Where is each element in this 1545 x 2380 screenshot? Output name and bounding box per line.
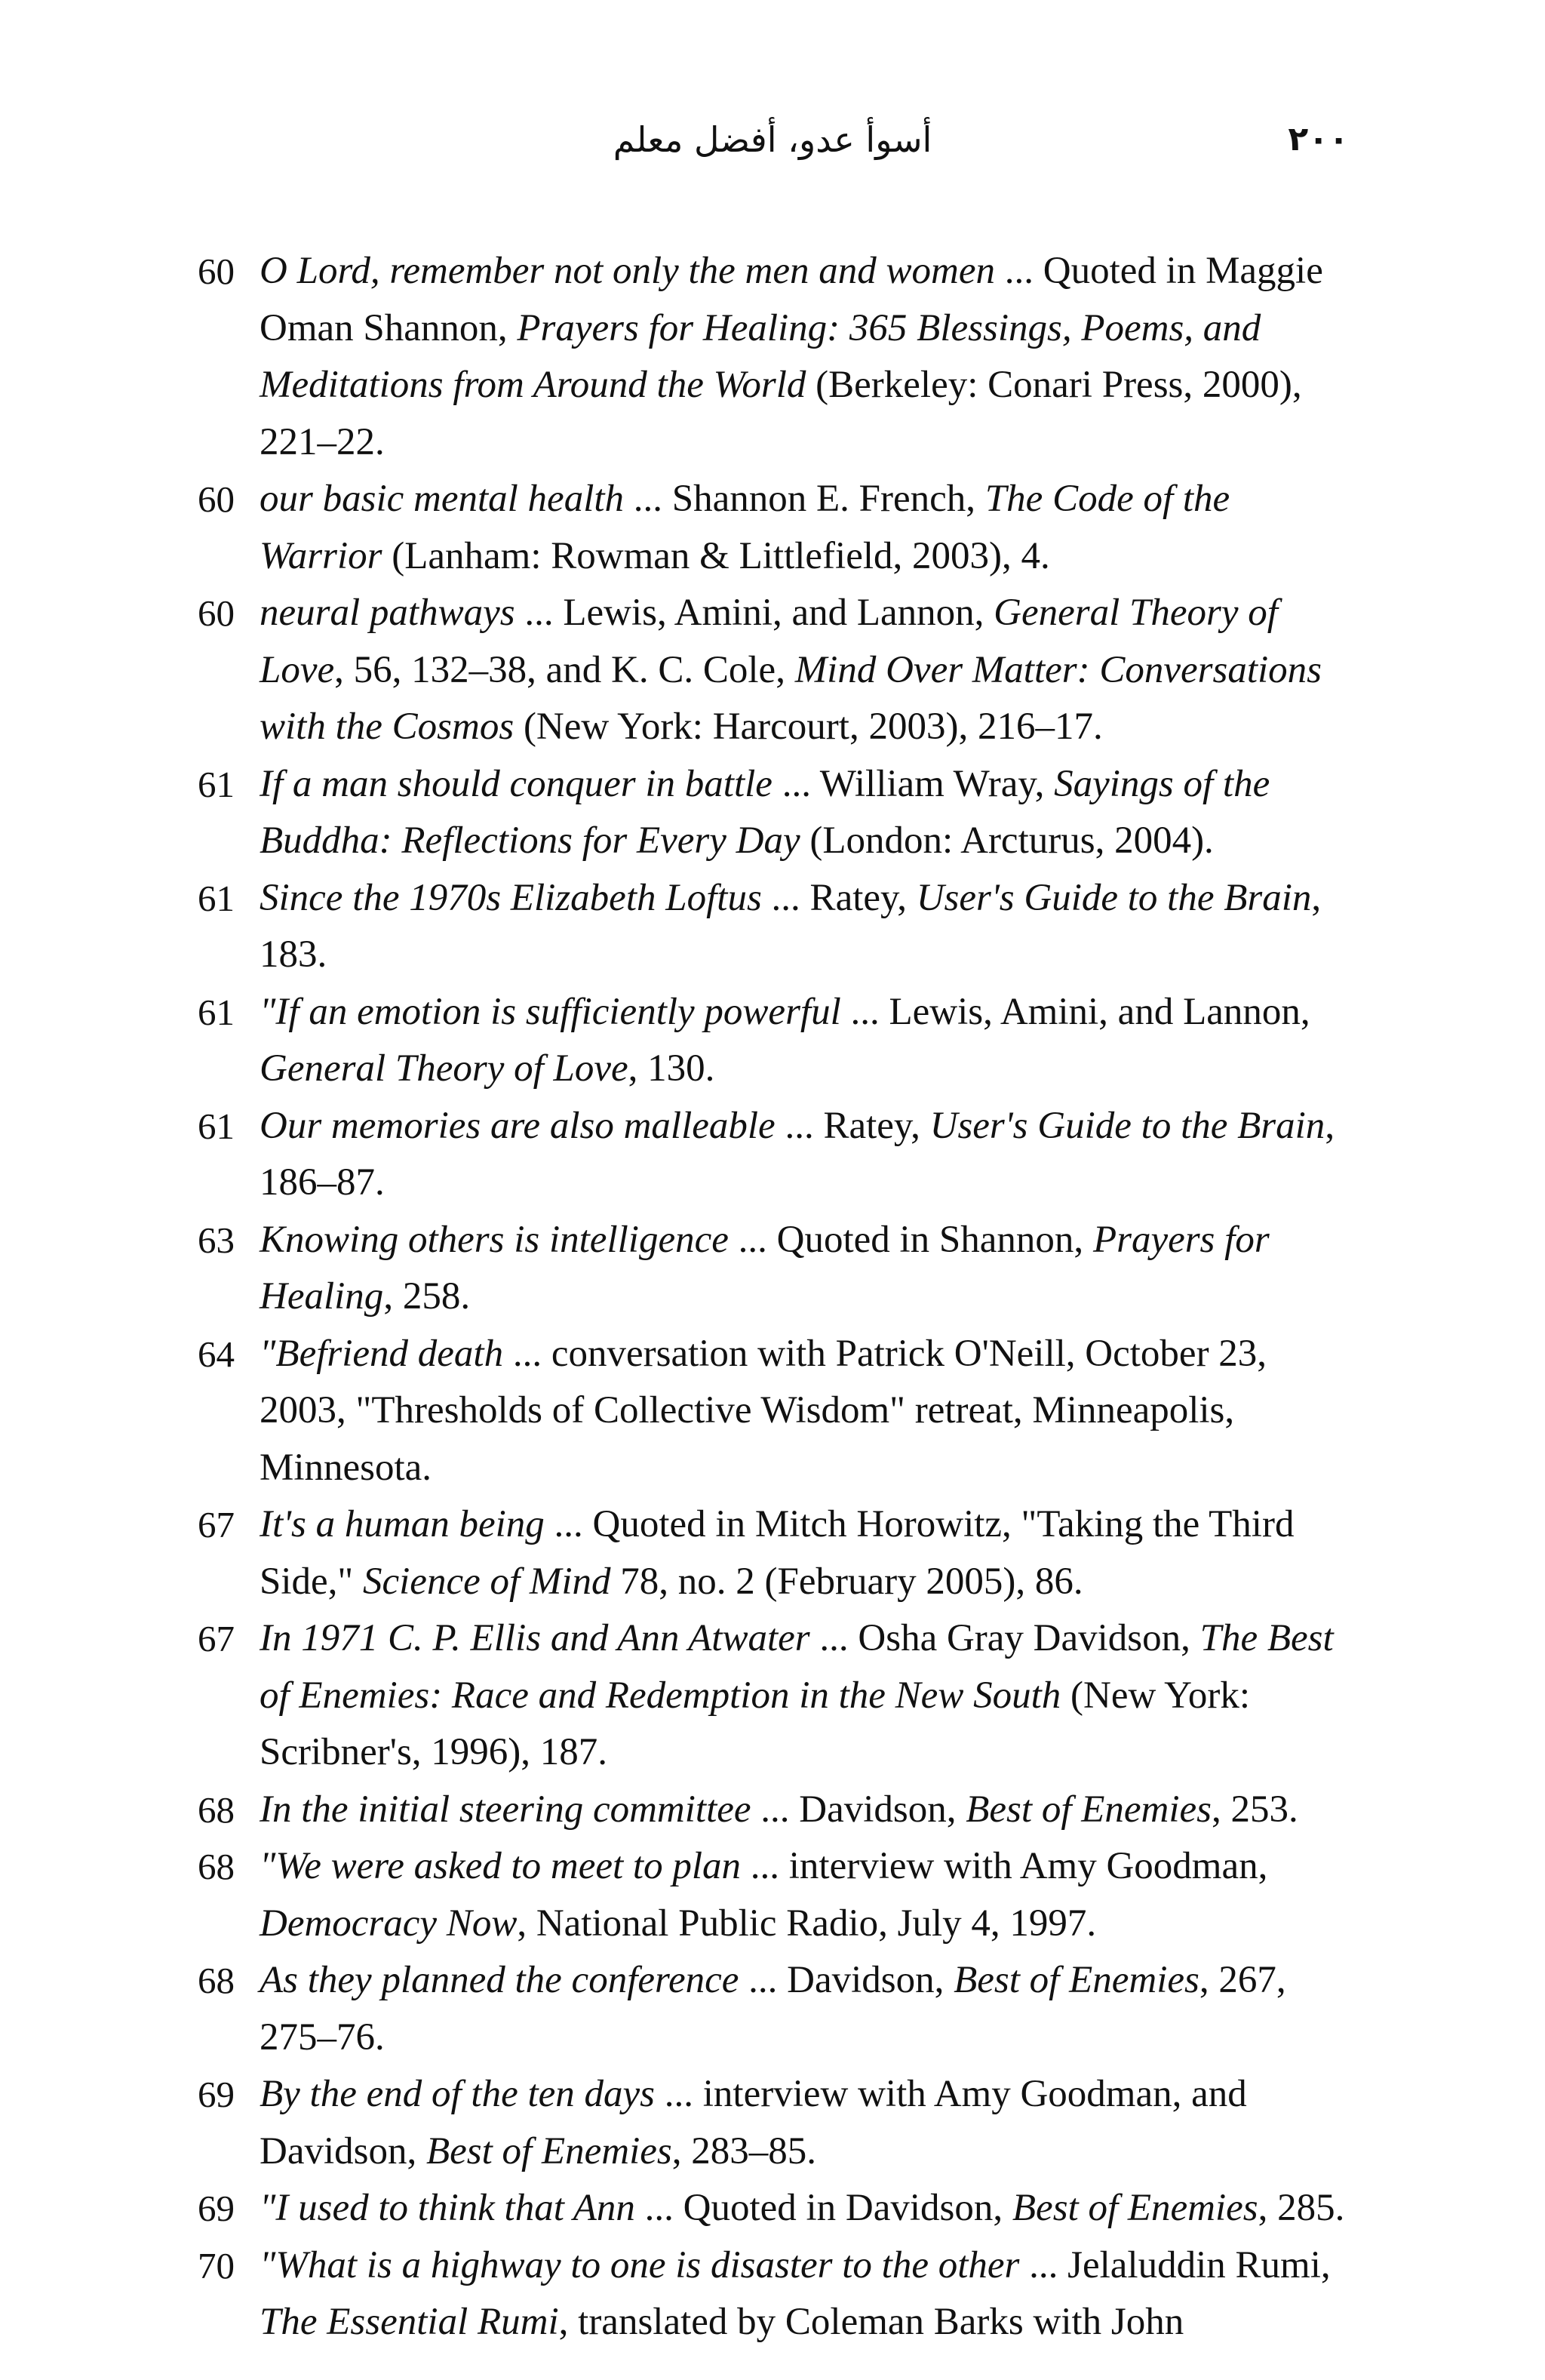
endnote-text <box>260 585 1352 756</box>
running-head <box>0 113 1545 166</box>
endnote-citation-text: ... Osha Gray Davidson, <box>819 1617 1200 1659</box>
page-number: ٢٠٠ <box>1288 120 1349 158</box>
endnote-cue: In the initial steering committee <box>260 1788 751 1831</box>
endnote-citation-text: , 267, 275–76. <box>260 1959 1286 2059</box>
endnote-cue: Knowing others is intelligence <box>260 1218 729 1261</box>
endnote <box>198 1326 1352 1497</box>
endnote <box>198 2237 1352 2351</box>
endnote-title: User's Guide to the Brain <box>916 876 1312 919</box>
endnote-page-ref: 69 <box>198 2188 235 2229</box>
endnote <box>198 1782 1352 1839</box>
endnote-page-ref: 63 <box>198 1219 235 1261</box>
endnote <box>198 1098 1352 1212</box>
endnote-page-ref: 61 <box>198 763 235 805</box>
endnote-citation-text: , 186–87. <box>260 1104 1335 1204</box>
endnote-text <box>260 1952 1352 2066</box>
endnote-citation-text: ... Quoted in Maggie Oman Shannon, <box>260 250 1323 349</box>
endnote-page-ref: 67 <box>198 1504 235 1545</box>
endnote-citation-text: ... Davidson, <box>760 1788 966 1831</box>
endnote-citation-text: ... Quoted in Shannon, <box>738 1218 1093 1261</box>
endnote-text <box>260 1212 1352 1326</box>
endnote-text <box>260 243 1352 471</box>
endnote-text <box>260 2237 1352 2351</box>
endnote-title: Best of Enemies <box>954 1959 1199 2001</box>
endnote-text <box>260 1782 1352 1839</box>
endnote-text <box>260 1610 1352 1782</box>
endnote <box>198 1952 1352 2066</box>
endnote <box>198 471 1352 585</box>
endnote-title: Prayers for Healing: 365 Blessings, Poems, and Meditations from Around the World <box>260 306 1261 406</box>
endnote-text <box>260 1838 1352 1952</box>
endnote-page-ref: 69 <box>198 2074 235 2115</box>
endnote-citation-text: ... conversation with Patrick O'Neill, October 23, 2003, "Thresholds of Collective Wisdom" retreat, Minneapolis, Minnesota. <box>260 1332 1267 1489</box>
endnote-citation-text: ... interview with Amy Goodman, <box>750 1845 1268 1887</box>
endnote-cue: "What is a highway to one is disaster to the other <box>260 2243 1020 2286</box>
endnote-citation-text: , translated by Coleman Barks with John <box>558 2301 1184 2343</box>
endnote-citation-text: , 183. <box>260 876 1322 976</box>
endnote-text <box>260 1098 1352 1212</box>
endnote-title: Best of Enemies <box>966 1788 1212 1831</box>
endnote-page-ref: 70 <box>198 2244 235 2286</box>
endnote-title: Best of Enemies <box>425 2129 672 2172</box>
endnote <box>198 243 1352 471</box>
endnote-text <box>260 984 1352 1098</box>
endnote-citation-text: ... Lewis, Amini, and Lannon, <box>524 592 994 634</box>
endnote-text <box>260 1326 1352 1497</box>
endnote-title: The Best of Enemies: Race and Redemption in the New South <box>260 1617 1334 1717</box>
endnote-page-ref: 61 <box>198 1105 235 1147</box>
endnote <box>198 585 1352 756</box>
endnote-title: The Essential Rumi <box>260 2301 559 2343</box>
endnote <box>198 1496 1352 1610</box>
endnote-cue: Our memories are also malleable <box>260 1104 776 1147</box>
endnote-cue: our basic mental health <box>260 478 625 520</box>
endnote-cue: As they planned the conference <box>260 1959 739 2001</box>
endnote-text <box>260 1496 1352 1610</box>
endnote-text <box>260 756 1352 870</box>
endnote-cue: In 1971 C. P. Ellis and Ann Atwater <box>260 1617 810 1659</box>
endnotes-list <box>198 243 1352 2351</box>
endnote <box>198 1610 1352 1782</box>
endnote-citation-text: , 130. <box>628 1047 715 1090</box>
endnote-text <box>260 2066 1352 2180</box>
endnote-title: Sayings of the Buddha: Reflections for Every Day <box>260 762 1270 862</box>
endnote-cue: "If an emotion is sufficiently powerful <box>260 990 841 1033</box>
endnote-citation-text: ... Ratey, <box>785 1104 930 1147</box>
endnote-text <box>260 870 1352 984</box>
endnote-page-ref: 68 <box>198 1960 235 2001</box>
endnote-cue: neural pathways <box>260 592 515 634</box>
endnote-citation-text: , 258. <box>383 1275 471 1318</box>
endnote-title: User's Guide to the Brain <box>929 1104 1325 1147</box>
endnote-citation-text: ... Quoted in Mitch Horowitz, "Taking the Third Side," <box>260 1503 1295 1603</box>
endnote-title: General Theory of Love <box>260 592 1278 691</box>
endnote-citation-text: ... Davidson, <box>748 1959 954 2001</box>
endnote-cue: Since the 1970s Elizabeth Loftus <box>260 876 762 919</box>
endnote-citation-text: (Lanham: Rowman & Littlefield, 2003), 4. <box>382 534 1050 577</box>
endnote-text <box>260 471 1352 585</box>
endnote-cue: It's a human being <box>260 1503 545 1545</box>
endnote-page-ref: 60 <box>198 478 235 520</box>
endnote-page-ref: 64 <box>198 1333 235 1375</box>
endnote-title: General Theory of Love <box>260 1047 628 1090</box>
endnote-citation-text: ... Jelaluddin Rumi, <box>1029 2243 1331 2286</box>
endnote-citation-text: , 285. <box>1258 2187 1345 2229</box>
endnote-title: Democracy Now <box>260 1902 518 1945</box>
endnote <box>198 1838 1352 1952</box>
endnote-citation-text: ... Shannon E. French, <box>633 478 985 520</box>
endnote-citation-text: (London: Arcturus, 2004). <box>800 819 1214 862</box>
endnote-title: Mind Over Matter: Conversations with the Cosmos <box>260 648 1322 748</box>
endnote <box>198 2066 1352 2180</box>
endnote-page-ref: 68 <box>198 1846 235 1887</box>
endnote-cue: If a man should conquer in battle <box>260 762 772 805</box>
endnote-citation-text: , National Public Radio, July 4, 1997. <box>517 1902 1097 1945</box>
endnote <box>198 984 1352 1098</box>
endnote-title: Best of Enemies <box>1012 2187 1258 2229</box>
endnote-citation-text: ... Quoted in Davidson, <box>644 2187 1012 2229</box>
endnote-cue: By the end of the ten days <box>260 2073 655 2115</box>
endnote-page-ref: 60 <box>198 251 235 292</box>
endnote-citation-text: , 253. <box>1212 1788 1298 1831</box>
endnote-citation-text: (New York: Scribner's, 1996), 187. <box>260 1674 1251 1773</box>
endnote-page-ref: 67 <box>198 1618 235 1659</box>
endnote-citation-text: 78, no. 2 (February 2005), 86. <box>610 1560 1083 1603</box>
endnote-citation-text: ... interview with Amy Goodman, and Davidson, <box>260 2073 1247 2172</box>
endnote-page-ref: 60 <box>198 592 235 634</box>
endnote-title: The Code of the Warrior <box>260 478 1230 577</box>
endnote-citation-text: ... William Wray, <box>782 762 1055 805</box>
endnote-cue: "Befriend death <box>260 1332 504 1375</box>
endnote <box>198 1212 1352 1326</box>
endnote-citation-text: , 56, 132–38, and K. C. Cole, <box>334 648 795 691</box>
endnote-citation-text: , 283–85. <box>671 2129 816 2172</box>
endnote-cue: "I used to think that Ann <box>260 2187 635 2229</box>
running-head-title: أسوأ عدو، أفضل معلم <box>613 119 932 160</box>
endnote-citation-text: (New York: Harcourt, 2003), 216–17. <box>514 706 1103 748</box>
endnote <box>198 2180 1352 2237</box>
endnote-citation-text: (Berkeley: Conari Press, 2000), 221–22. <box>260 364 1302 463</box>
endnote-page-ref: 68 <box>198 1788 235 1831</box>
endnote-text <box>260 2180 1352 2237</box>
endnote <box>198 870 1352 984</box>
endnote-title: Prayers for Healing <box>260 1218 1270 1318</box>
endnote-title: Science of Mind <box>363 1560 611 1603</box>
endnote-cue: O Lord, remember not only the men and women <box>260 250 996 292</box>
endnote <box>198 756 1352 870</box>
endnote-cue: "We were asked to meet to plan <box>260 1845 741 1887</box>
endnote-page-ref: 61 <box>198 991 235 1033</box>
endnote-citation-text: ... Ratey, <box>771 876 917 919</box>
endnote-page-ref: 61 <box>198 877 235 919</box>
endnote-citation-text: ... Lewis, Amini, and Lannon, <box>850 990 1310 1033</box>
